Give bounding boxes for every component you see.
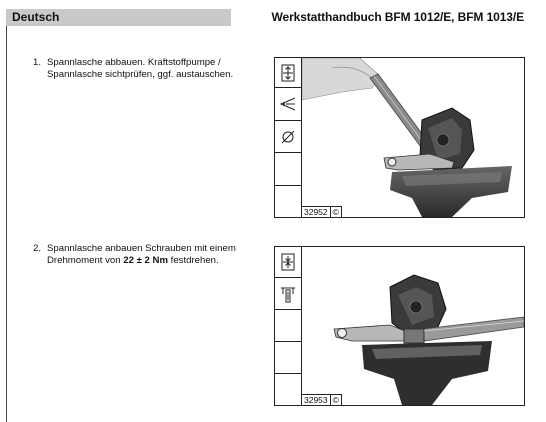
figure-2	[274, 246, 525, 406]
empty-symbol-cell	[275, 310, 301, 342]
step-2	[33, 243, 258, 267]
remove-icon	[275, 58, 301, 88]
photo-remove-clamping-strap	[302, 58, 524, 217]
torque-wrench-icon	[275, 278, 301, 310]
figure-label	[302, 394, 342, 405]
step-number: 2.	[33, 243, 42, 254]
figure-label	[302, 206, 342, 217]
empty-symbol-cell	[275, 342, 301, 374]
step-text-line: Spannlasche sichtprüfen, ggf. austauschen.	[47, 69, 234, 80]
step-number: 1.	[33, 57, 42, 68]
step-text-line: Spannlasche abbauen. Kraftstoffpumpe /	[47, 57, 221, 68]
empty-symbol-cell	[275, 153, 301, 186]
figure-1	[274, 57, 525, 218]
figure-number: 32952	[302, 206, 331, 217]
install-icon	[275, 247, 301, 278]
step-text-line	[47, 255, 258, 267]
symbol-column	[275, 247, 302, 405]
manual-title: Werkstatthandbuch BFM 1012/E, BFM 1013/E	[271, 10, 524, 24]
step-text	[47, 57, 258, 81]
step-text-line: Spannlasche anbauen Schrauben mit einem	[47, 243, 236, 254]
language-header	[6, 9, 231, 26]
symbol-column	[275, 58, 302, 217]
step-text-fragment: Drehmoment von	[47, 255, 124, 266]
figure-number: 32953	[302, 394, 331, 405]
photo-install-clamping-strap	[302, 247, 524, 405]
left-margin-rule	[6, 26, 7, 422]
step-text	[47, 243, 258, 267]
copyright-icon: ©	[331, 206, 342, 217]
replace-icon	[275, 121, 301, 153]
step-text-fragment: festdrehen.	[167, 255, 219, 266]
language-label: Deutsch	[12, 10, 60, 24]
torque-value: 22 ± 2 Nm	[123, 255, 168, 266]
inspect-icon	[275, 88, 301, 121]
copyright-icon: ©	[331, 394, 342, 405]
step-1	[33, 57, 258, 81]
